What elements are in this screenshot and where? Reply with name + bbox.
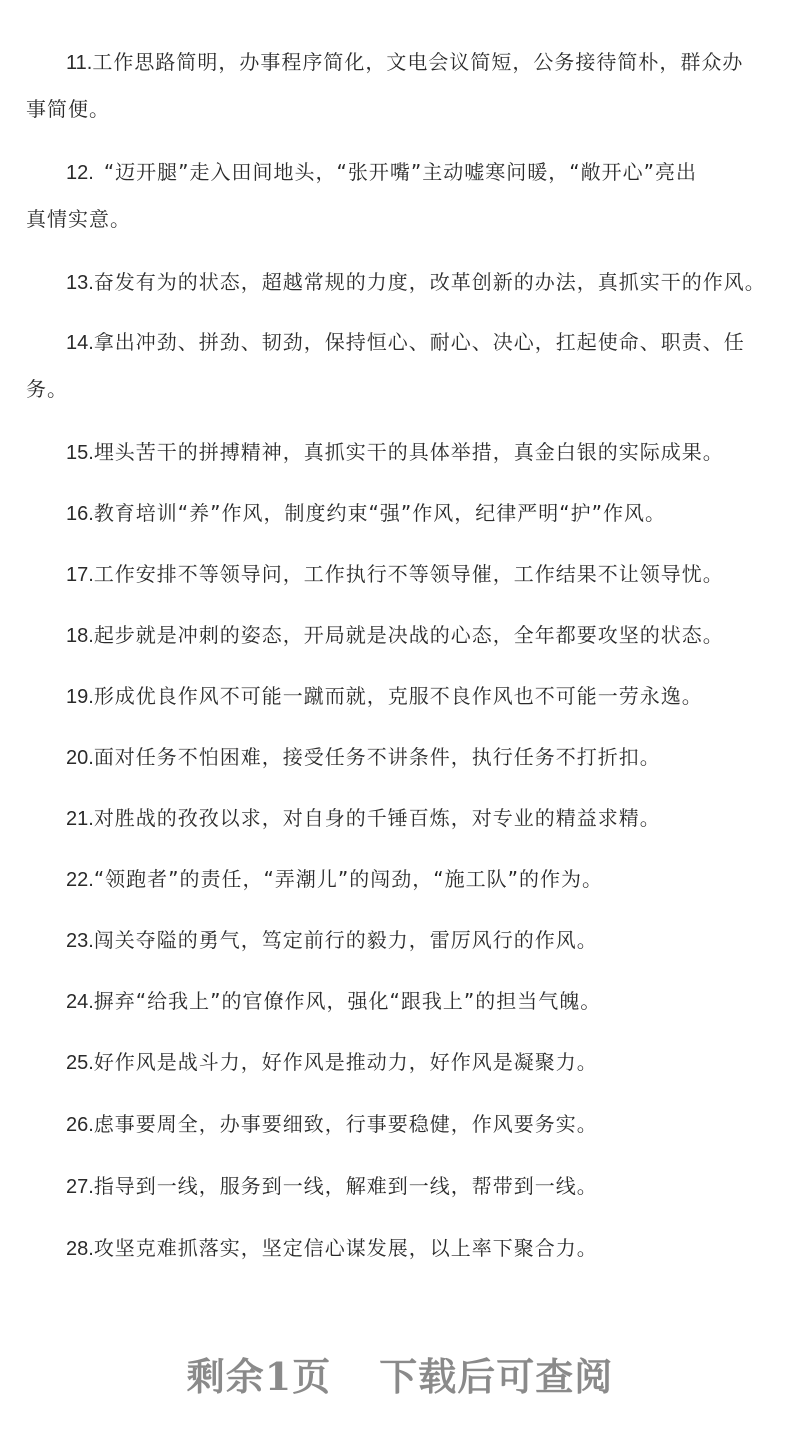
item-line-1 bbox=[26, 558, 778, 591]
download-prompt[interactable] bbox=[0, 1352, 800, 1402]
item-line-1 bbox=[26, 266, 778, 299]
list-item-25 bbox=[26, 1046, 778, 1079]
list-item-17 bbox=[26, 558, 778, 591]
item-line-1 bbox=[26, 619, 778, 652]
list-item-21 bbox=[26, 802, 778, 835]
item-line-1 bbox=[26, 1170, 778, 1203]
item-line-1 bbox=[26, 924, 778, 957]
item-text: 教育培训“养”作风，制度约束“强”作风，纪律严明“护”作风。 bbox=[93, 501, 666, 525]
item-number: 22. bbox=[66, 869, 94, 891]
list-item-11 bbox=[26, 46, 778, 125]
list-item-24 bbox=[26, 985, 778, 1018]
item-number: 15. bbox=[66, 442, 94, 464]
item-line-1 bbox=[26, 46, 778, 79]
item-text: 摒弃“给我上”的官僚作风，强化“跟我上”的担当气魄。 bbox=[93, 989, 602, 1013]
list-item-15 bbox=[26, 436, 778, 469]
item-text: 形成优良作风不可能一蹴而就，克服不良作风也不可能一劳永逸。 bbox=[93, 684, 703, 708]
item-number: 25. bbox=[66, 1052, 94, 1074]
item-number: 20. bbox=[66, 747, 94, 769]
item-number: 23. bbox=[66, 930, 94, 952]
list-item-16 bbox=[26, 497, 778, 530]
list-item-18 bbox=[26, 619, 778, 652]
item-number: 17. bbox=[66, 564, 94, 586]
list-item-28 bbox=[26, 1232, 778, 1265]
item-line-1 bbox=[26, 863, 778, 896]
list-item-19 bbox=[26, 680, 778, 713]
list-item-13 bbox=[26, 266, 778, 299]
item-text: 埋头苦干的拼搏精神，真抓实干的具体举措，真金白银的实际成果。 bbox=[93, 440, 724, 464]
item-line-2: 事简便。 bbox=[26, 97, 110, 121]
item-line-1 bbox=[26, 1108, 778, 1141]
item-number: 28. bbox=[66, 1238, 94, 1260]
item-text: “领跑者”的责任，“弄潮儿”的闯劲，“施工队”的作为。 bbox=[93, 867, 603, 891]
item-line-1 bbox=[26, 1046, 778, 1079]
item-text: 工作安排不等领导问，工作执行不等领导催，工作结果不让领导忧。 bbox=[93, 562, 724, 586]
item-text: 闯关夺隘的勇气，笃定前行的毅力，雷厉风行的作风。 bbox=[93, 928, 598, 952]
item-text: 攻坚克难抓落实，坚定信心谋发展，以上率下聚合力。 bbox=[93, 1236, 598, 1260]
item-line-1 bbox=[26, 326, 778, 359]
item-text: “迈开腿”走入田间地头，“张开嘴”主动嘘寒问暖，“敞开心”亮出 bbox=[103, 160, 697, 184]
item-text: 面对任务不怕困难，接受任务不讲条件，执行任务不打折扣。 bbox=[93, 745, 661, 769]
item-number: 21. bbox=[66, 808, 94, 830]
item-text: 对胜战的孜孜以求，对自身的千锤百炼，对专业的精益求精。 bbox=[93, 806, 661, 830]
item-number: 26. bbox=[66, 1114, 94, 1136]
item-text: 好作风是战斗力，好作风是推动力，好作风是凝聚力。 bbox=[93, 1050, 598, 1074]
item-line-1 bbox=[26, 680, 778, 713]
item-text: 奋发有为的状态，超越常规的力度，改革创新的办法，真抓实干的作风。 bbox=[93, 270, 766, 294]
item-number: 14. bbox=[66, 332, 94, 354]
list-item-22 bbox=[26, 863, 778, 896]
item-line-2: 真情实意。 bbox=[26, 207, 131, 231]
item-number: 18. bbox=[66, 625, 94, 647]
list-item-23 bbox=[26, 924, 778, 957]
item-line-1 bbox=[26, 802, 778, 835]
remaining-pages-label: 剩余1页 bbox=[186, 1354, 332, 1399]
download-to-view-label: 下载后可查阅 bbox=[379, 1354, 614, 1399]
item-number: 12. bbox=[66, 162, 94, 184]
list-item-20 bbox=[26, 741, 778, 774]
item-number: 24. bbox=[66, 991, 94, 1013]
item-line-2: 务。 bbox=[26, 377, 68, 401]
item-line-1 bbox=[26, 436, 778, 469]
item-number: 27. bbox=[66, 1176, 94, 1198]
list-item-14 bbox=[26, 326, 778, 405]
item-line-1 bbox=[26, 497, 778, 530]
item-text: 虑事要周全，办事要细致，行事要稳健，作风要务实。 bbox=[93, 1112, 598, 1136]
item-text: 工作思路简明，办事程序简化，文电会议简短，公务接待简朴，群众办 bbox=[92, 50, 744, 74]
item-text: 指导到一线，服务到一线，解难到一线，帮带到一线。 bbox=[93, 1174, 598, 1198]
item-number: 13. bbox=[66, 272, 94, 294]
item-text: 起步就是冲刺的姿态，开局就是决战的心态，全年都要攻坚的状态。 bbox=[93, 623, 724, 647]
item-number: 16. bbox=[66, 503, 94, 525]
item-number: 11. bbox=[66, 52, 93, 74]
item-text: 拿出冲劲、拼劲、韧劲，保持恒心、耐心、决心，扛起使命、职责、任 bbox=[93, 330, 745, 354]
list-item-26 bbox=[26, 1108, 778, 1141]
list-item-12 bbox=[26, 156, 778, 235]
item-line-1 bbox=[26, 1232, 778, 1265]
list-item-27 bbox=[26, 1170, 778, 1203]
item-line-1 bbox=[26, 156, 778, 189]
item-line-1 bbox=[26, 741, 778, 774]
item-line-1 bbox=[26, 985, 778, 1018]
item-number: 19. bbox=[66, 686, 94, 708]
